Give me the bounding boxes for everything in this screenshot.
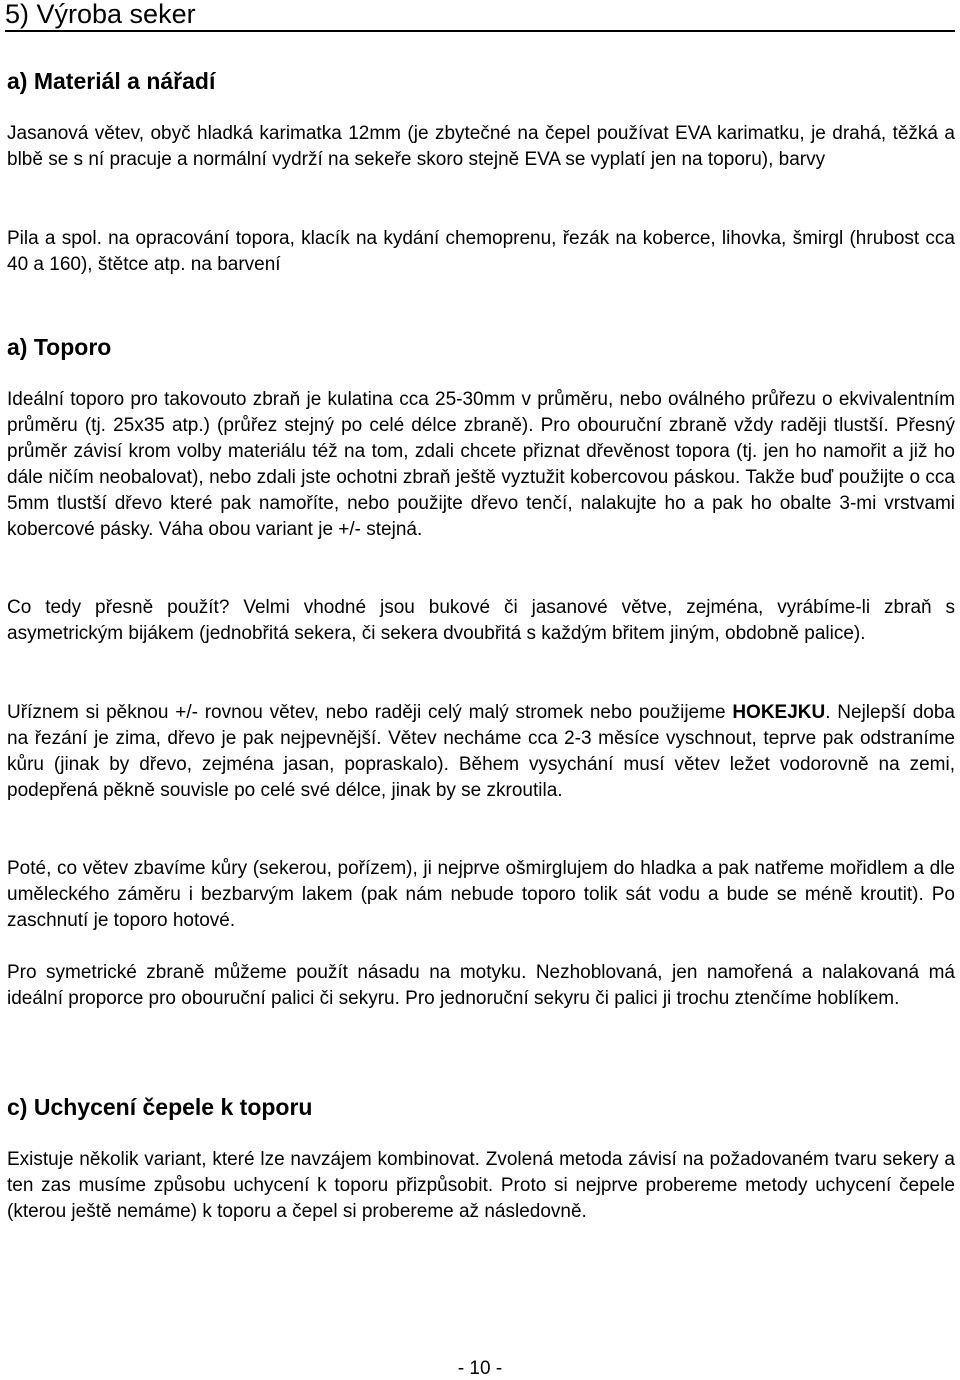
cut-text-after: . Nejlepší doba na řezání je zima, dřevo je pak nejpevnější. Větev necháme cca 2-3 měsíce vyschnout, teprve pak odstraníme kůru (jinak by dřevo, zejména jasan, popraskalo). Během vysychání musí větev ležet vodorovně na zemi, podepřená pěkně souvisle po celé své délce, jinak by se zkroutila. [7,702,955,801]
paragraph-toporo-hoe-handle: Pro symetrické zbraně můžeme použít násadu na motyku. Nezhoblovaná, jen namořená a nalakovaná má ideální proporce pro obouruční palici či sekyru. Pro jednoruční sekyru či palici ji trochu ztenčíme hoblíkem. [7,962,955,1009]
paragraph-toporo-cutting [7,700,955,804]
paragraph-attachment: Existuje několik variant, které lze navzájem kombinovat. Zvolená metoda závisí na požadovaném tvaru sekery a ten zas musíme způsobu uchycení k toporu přizpůsobit. Proto si nejprve probereme metody uchycení čepele (kterou ještě nemáme) k toporu a čepel si probereme až následovně. [7,1149,955,1222]
paragraph-material: Jasanová větev, obyč hladká karimatka 12mm (je zbytečné na čepel používat EVA karimatku, je drahá, těžká a blbě se s ní pracuje a normální vydrží na sekeře skoro stejně EVA se vyplatí jen na toporu), barvy [7,123,955,170]
section-heading-attachment: c) Uchycení čepele k toporu [7,1094,313,1120]
chapter-title: 5) Výroba seker [5,0,955,32]
section-heading-material: a) Materiál a nářadí [7,68,216,94]
paragraph-toporo-finishing: Poté, co větev zbavíme kůry (sekerou, pořízem), ji nejprve ošmirglujem do hladka a pak natřeme mořidlem a dle uměleckého záměru i bezbarvým lakem (pak nám nebude toporo tolik sát vodu a bude se méně kroutit). Po zaschnutí je toporo hotové. [7,858,955,931]
paragraph-toporo-ideal: Ideální toporo pro takovouto zbraň je kulatina cca 25-30mm v průměru, nebo oválného průřezu o ekvivalentním průměru (tj. 25x35 atp.) (průřez stejný po celé délce zbraně). Pro obouruční zbraně vždy raději tlustší. Přesný průměr závisí krom volby materiálu též na tom, zdali chcete přiznat dřevěnost topora (tj. jen ho namořit a již ho dále ničím neobalovat), nebo zdali jste ochotni zbraň ještě vyztužit kobercovou páskou. Takže buď použijte o cca 5mm tlustší dřevo které pak namoříte, nebo použijte dřevo tenčí, nalakujte ho a pak ho obalte 3-mi vrstvami kobercové pásky. Váha obou variant je +/- stejná. [7,389,955,540]
cut-text-before: Uříznem si pěknou +/- rovnou větev, nebo raději celý malý stromek nebo použijeme [7,702,733,723]
page-number: - 10 - [457,1358,503,1379]
paragraph-toporo-what-to-use: Co tedy přesně použít? Velmi vhodné jsou bukové či jasanové větve, zejména, vyrábíme-li zbraň s asymetrickým bijákem (jednobřitá sekera, či sekera dvoubřitá s každým břitem jiným, obdobně palice). [7,597,955,644]
hokejku-emphasis: HOKEJKU [732,702,826,723]
paragraph-tools: Pila a spol. na opracování topora, klacík na kydání chemoprenu, řezák na koberce, lihovka, šmirgl (hrubost cca 40 a 160), štětce atp. na barvení [7,228,955,275]
section-heading-toporo: a) Toporo [7,334,112,360]
